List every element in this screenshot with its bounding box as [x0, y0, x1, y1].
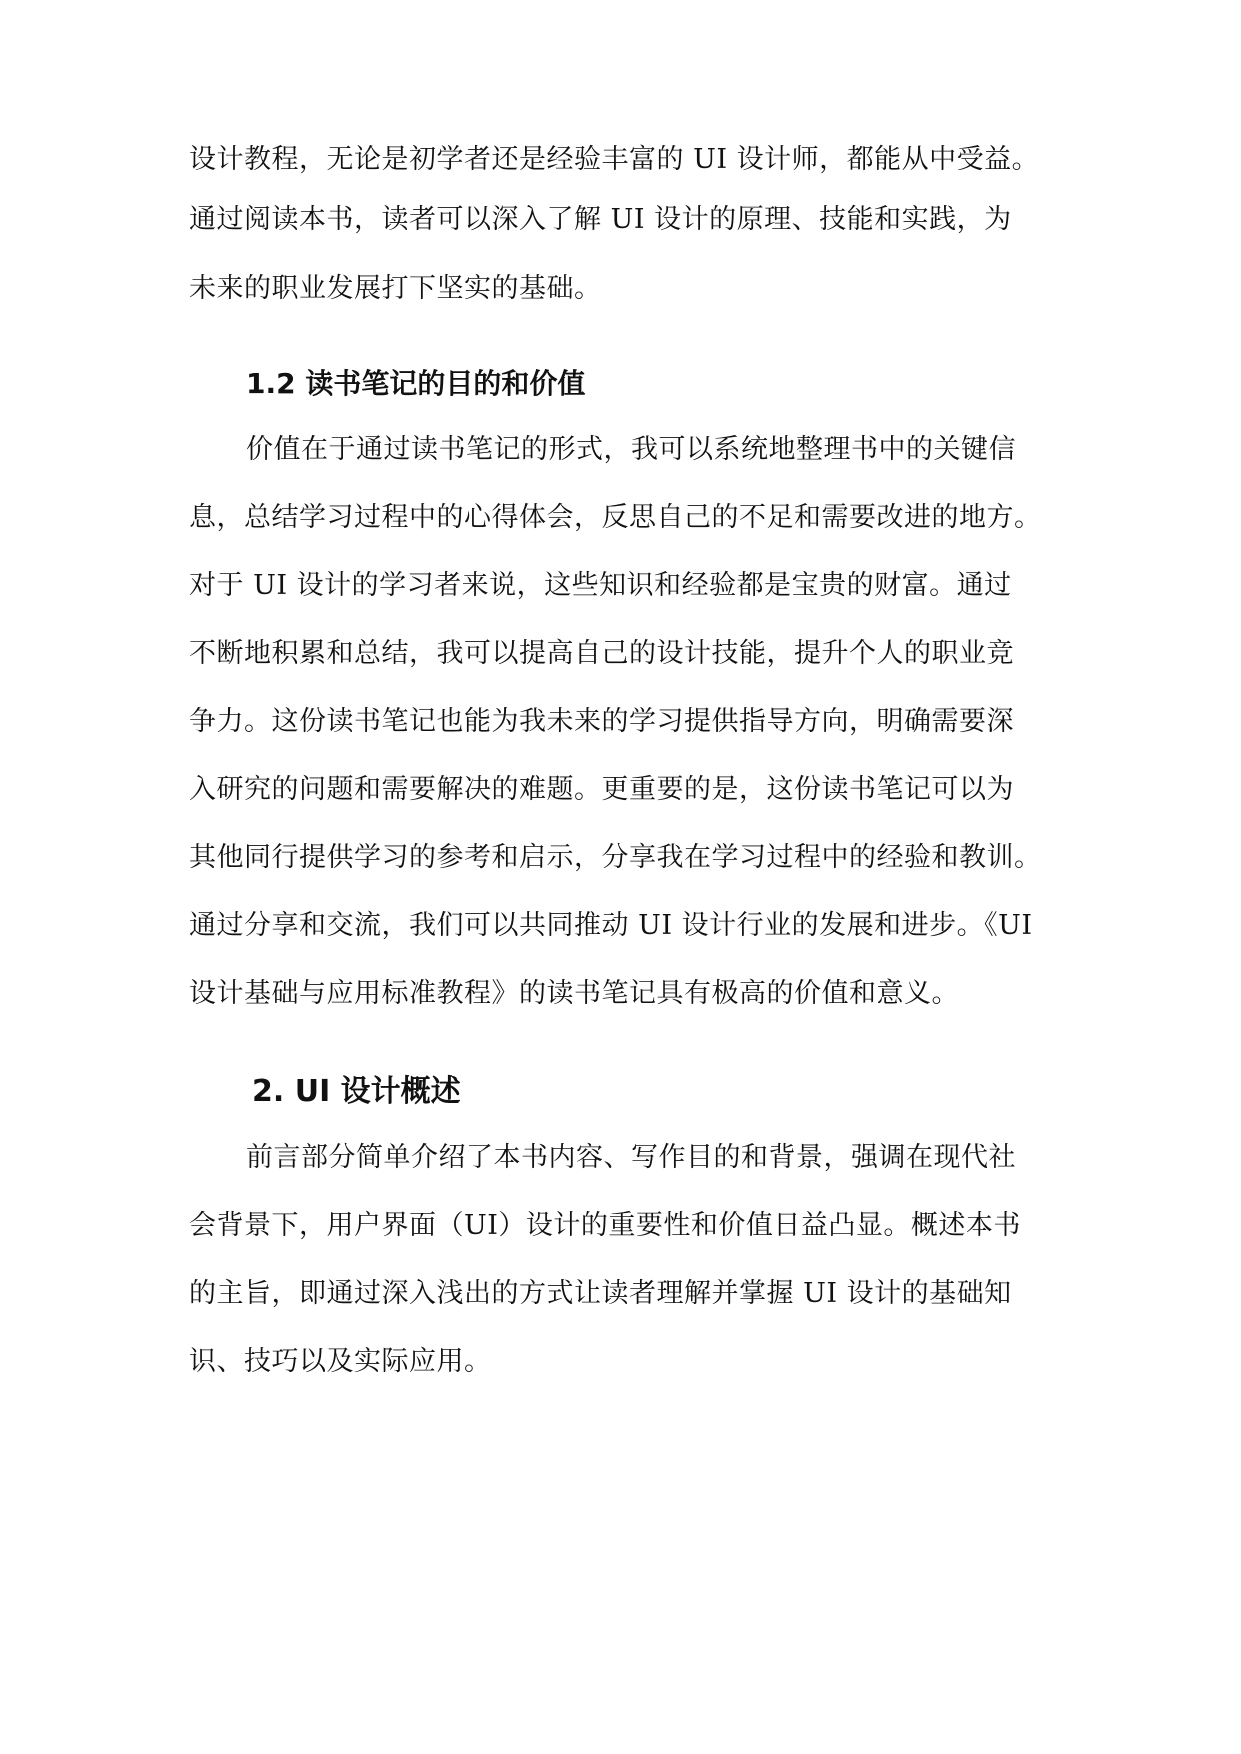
paragraph-line: 价值在于通过读书笔记的形式，我可以系统地整理书中的关键信 — [246, 434, 1016, 465]
paragraph-line: 的主旨，即通过深入浅出的方式让读者理解并掌握 UI 设计的基础知 — [189, 1278, 1012, 1309]
paragraph-line: 会背景下，用户界面（UI）设计的重要性和价值日益凸显。概述本书 — [189, 1210, 1021, 1241]
paragraph-line: 设计教程，无论是初学者还是经验丰富的 UI 设计师，都能从中受益。 — [189, 144, 1040, 175]
paragraph-line: 前言部分简单介绍了本书内容、写作目的和背景，强调在现代社 — [246, 1142, 1016, 1173]
paragraph-line: 不断地积累和总结，我可以提高自己的设计技能，提升个人的职业竞 — [189, 638, 1014, 669]
paragraph-line: 通过阅读本书，读者可以深入了解 UI 设计的原理、技能和实践，为 — [189, 204, 1012, 235]
paragraph-line: 其他同行提供学习的参考和启示，分享我在学习过程中的经验和教训。 — [189, 842, 1042, 873]
paragraph-line: 识、技巧以及实际应用。 — [189, 1346, 492, 1377]
paragraph-line: 对于 UI 设计的学习者来说，这些知识和经验都是宝贵的财富。通过 — [189, 570, 1012, 601]
section-heading-2: 2. UI 设计概述 — [252, 1074, 461, 1109]
paragraph-line: 通过分享和交流，我们可以共同推动 UI 设计行业的发展和进步。《UI — [189, 910, 1033, 941]
paragraph-line: 入研究的问题和需要解决的难题。更重要的是，这份读书笔记可以为 — [189, 774, 1014, 805]
paragraph-line: 息，总结学习过程中的心得体会，反思自己的不足和需要改进的地方。 — [189, 502, 1042, 533]
paragraph-line: 设计基础与应用标准教程》的读书笔记具有极高的价值和意义。 — [189, 978, 959, 1009]
paragraph-line: 未来的职业发展打下坚实的基础。 — [189, 273, 602, 304]
section-heading-1-2: 1.2 读书笔记的目的和价值 — [246, 367, 586, 400]
paragraph-line: 争力。这份读书笔记也能为我未来的学习提供指导方向，明确需要深 — [189, 706, 1014, 737]
